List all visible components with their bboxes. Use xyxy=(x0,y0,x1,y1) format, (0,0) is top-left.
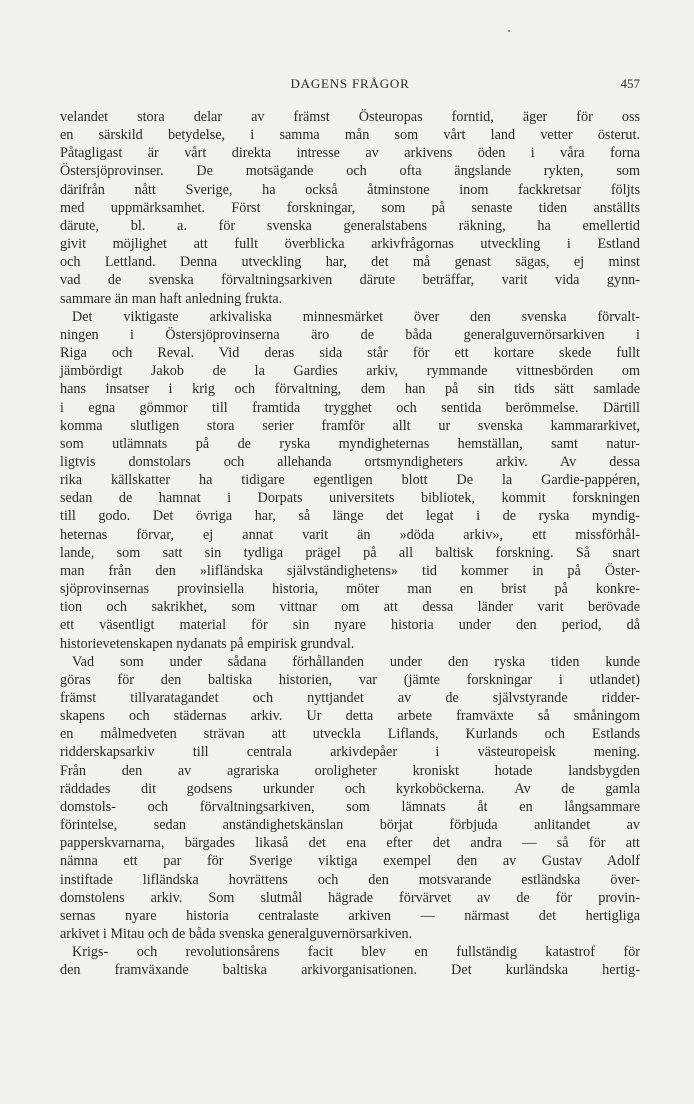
text-line: med uppmärksamhet. Först forskningar, som på senaste tiden anställts xyxy=(60,199,640,216)
text-line: Östersjöprovinser. De motsägande och ofta ängslande rykten, som xyxy=(60,163,640,180)
paper-speck xyxy=(508,30,510,32)
paragraph-start-line: Det viktigaste arkivaliska minnesmärket över den svenska förvalt- xyxy=(72,308,640,325)
text-line: en målmedveten strävan att utveckla Liflands, Kurlands och Estlands xyxy=(60,726,640,743)
text-line: ligtvis domstolars och allehanda ortsmyndigheters arkiv. Av dessa xyxy=(60,453,640,470)
text-line: sernas nyare historia centralaste arkiven — närmast det hertigliga xyxy=(60,907,640,924)
text-line: givit möjlighet att fullt överblicka arkivfrågornas utveckling i Estland xyxy=(60,236,640,253)
text-line: sammare än man haft anledning frukta. xyxy=(60,290,283,307)
text-line: en särskild betydelse, i samma mån som vårt land vetter österut. xyxy=(60,127,640,144)
text-line: Från den av agrariska oroligheter kroniskt hotade landsbygden xyxy=(60,762,640,779)
paragraph-start-line: Krigs- och revolutionsårens facit blev en fullständig katastrof för xyxy=(72,944,640,961)
text-line: den framväxande baltiska arkivorganisationen. Det kurländska hertig- xyxy=(60,962,640,979)
text-line: domstols- och förvaltningsarkiven, som lämnats åt en långsammare xyxy=(60,798,640,815)
text-line: skapens och städernas arkiv. Ur detta arbete framväxte så småningom xyxy=(60,708,640,725)
text-line: göras för den baltiska historien, var (jämte forskningar i utlandet) xyxy=(60,671,640,688)
text-line: i egna gömmor till framtida trygghet och sentida berömmelse. Därtill xyxy=(60,399,640,416)
text-line: domstolens arkiv. Som slutmål hägrade förvärvet av de för provin- xyxy=(60,889,640,906)
text-line: papperskvarnarna, bärgades likaså det ena efter det andra — så för att xyxy=(60,835,640,852)
running-title: DAGENS FRÅGOR xyxy=(290,76,410,91)
body-text xyxy=(60,108,640,980)
text-line: till godo. Det övriga har, så länge det legat i de ryska myndig- xyxy=(60,508,640,525)
text-line: sedan de hamnat i Dorpats universitets bibliotek, kommit forskningen xyxy=(60,490,640,507)
text-line: sjöprovinsernas provinsiella historia, möter man en brist på konkre- xyxy=(60,581,640,598)
text-line: historievetenskapen nydanats på empirisk grundval. xyxy=(60,635,355,652)
paragraph-start-line: Vad som under sådana förhållanden under den ryska tiden kunde xyxy=(72,653,640,670)
text-line: arkivet i Mitau och de båda svenska generalguvernörsarkiven. xyxy=(60,926,413,943)
text-line: ett väsentligt material för sin nyare historia under den period, då xyxy=(60,617,640,634)
text-line: förintelse, sedan anständighetskänslan börjat förbjuda anlitandet av xyxy=(60,817,640,834)
text-line: vad de svenska förvaltningsarkiven därute beträffar, varit vida gynn- xyxy=(60,272,640,289)
text-line: främst tillvaratagandet och nyttjandet av de självstyrande ridder- xyxy=(60,690,640,706)
text-line: och Lettland. Denna utveckling har, det må genast sägas, ej minst xyxy=(60,254,640,271)
text-line: ningen i Östersjöprovinserna äro de båda generalguvernörsarkiven i xyxy=(60,326,640,343)
text-line: tion och sakrikhet, som vittnar om att dessa länder varit berövade xyxy=(60,599,640,616)
text-line: rika källskatter ha tidigare egentligen blott De la Gardie-pappéren, xyxy=(60,472,640,489)
text-line: nämna ett par för Sverige viktiga exempel den av Gustav Adolf xyxy=(60,853,640,870)
text-line: heternas förvar, ej annat varit än »döda arkiv», ett missförhål- xyxy=(60,526,640,543)
page-number: 457 xyxy=(620,76,640,91)
text-line: hans insatser i krig och förvaltning, dem han på sin tids sätt samlade xyxy=(60,381,640,398)
text-line: velandet stora delar av främst Östeuropas forntid, äger för oss xyxy=(60,109,640,125)
text-line: därifrån nått Sverige, ha också åtminstone inom fackkretsar följts xyxy=(60,181,640,198)
text-line: jämbördigt Jakob de la Gardies arkiv, rymmande vittnesbörden om xyxy=(60,363,640,380)
text-line: ridderskapsarkiv till centrala arkivdepåer i västeuropeisk mening. xyxy=(60,744,640,761)
text-line: lande, som satt sin tydliga prägel på all baltisk forskning. Så snart xyxy=(60,544,640,561)
text-line: komma slutligen stora serier framför allt ur svenska kammararkivet, xyxy=(60,417,640,434)
text-line: Riga och Reval. Vid deras sida står för ett kortare skede fullt xyxy=(60,345,640,362)
text-line: räddades dit godsens urkunder och kyrkoböckerna. Av de gamla xyxy=(60,780,640,797)
text-line: Påtagligast är vårt direkta intresse av arkivens öden i våra forna xyxy=(60,145,640,162)
page-header xyxy=(60,76,640,96)
text-line: instiftade lifländska hovrättens och den motsvarande estländska över- xyxy=(60,871,640,888)
text-line: man från den »lifländska självständighetens» tid kommer in på Öster- xyxy=(60,562,640,579)
text-line: som utlämnats på de ryska myndigheternas hemställan, samt natur- xyxy=(60,435,640,452)
text-line: därute, bl. a. för svenska generalstabens räkning, ha emellertid xyxy=(60,217,640,234)
